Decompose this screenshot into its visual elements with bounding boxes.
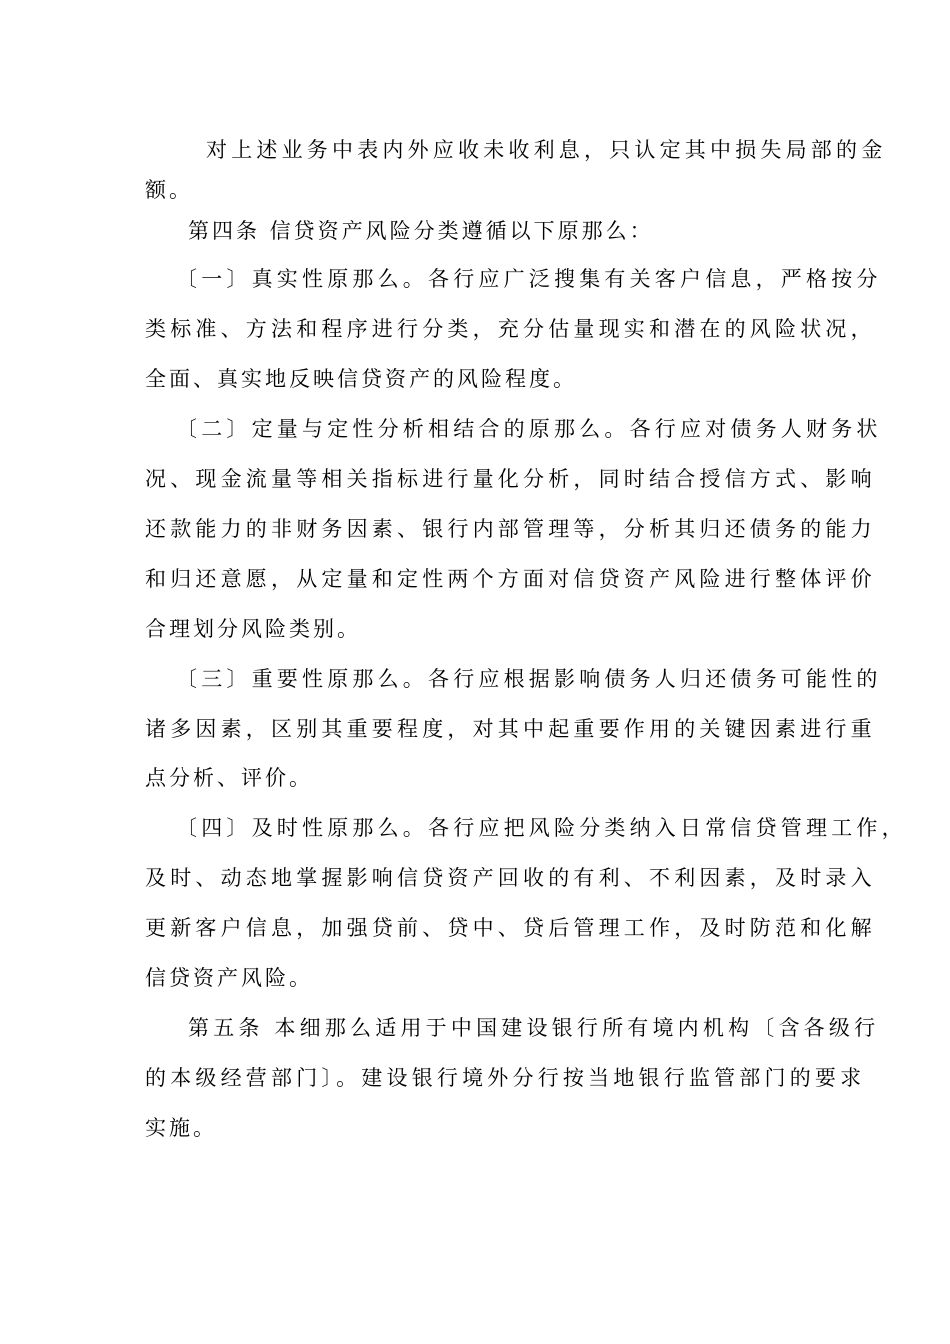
text-line: 点分析、评价。: [145, 766, 313, 790]
text-line: 〔四〕及时性原那么。各行应把风险分类纳入日常信贷管理工作，: [176, 816, 907, 840]
text-line: 对上述业务中表内外应收未收利息，只认定其中损失局部的金: [206, 138, 887, 162]
text-line: 全面、真实地反映信贷资产的风险程度。: [145, 367, 577, 391]
text-line: 〔一〕真实性原那么。各行应广泛搜集有关客户信息，严格按分: [176, 267, 882, 291]
text-line: 合理划分风险类别。: [145, 617, 361, 641]
text-line: 实施。: [145, 1116, 217, 1140]
text-line: 和归还意愿，从定量和定性两个方面对信贷资产风险进行整体评价: [145, 567, 876, 591]
text-line: 还款能力的非财务因素、银行内部管理等，分析其归还债务的能力: [145, 517, 876, 541]
text-line: 〔三〕重要性原那么。各行应根据影响债务人归还债务可能性的: [176, 667, 882, 691]
text-line: 及时、动态地掌握影响信贷资产回收的有利、不利因素，及时录入: [145, 866, 876, 890]
text-line: 类标准、方法和程序进行分类，充分估量现实和潜在的风险状况，: [145, 317, 876, 341]
text-line: 第五条 本细那么适用于中国建设银行所有境内机构〔含各级行: [188, 1016, 880, 1040]
text-line: 况、现金流量等相关指标进行量化分析，同时结合授信方式、影响: [145, 467, 876, 491]
text-line: 诸多因素，区别其重要程度，对其中起重要作用的关键因素进行重: [145, 717, 876, 741]
text-line: 第四条 信贷资产风险分类遵循以下原那么：: [188, 219, 654, 243]
text-line: 信贷资产风险。: [145, 966, 313, 990]
text-line: 更新客户信息，加强贷前、贷中、贷后管理工作，及时防范和化解: [145, 916, 876, 940]
text-line: 〔二〕定量与定性分析相结合的原那么。各行应对债务人财务状: [176, 417, 882, 441]
text-line: 的本级经营部门〕。建设银行境外分行按当地银行监管部门的要求: [145, 1066, 866, 1090]
text-line: 额。: [145, 178, 193, 202]
